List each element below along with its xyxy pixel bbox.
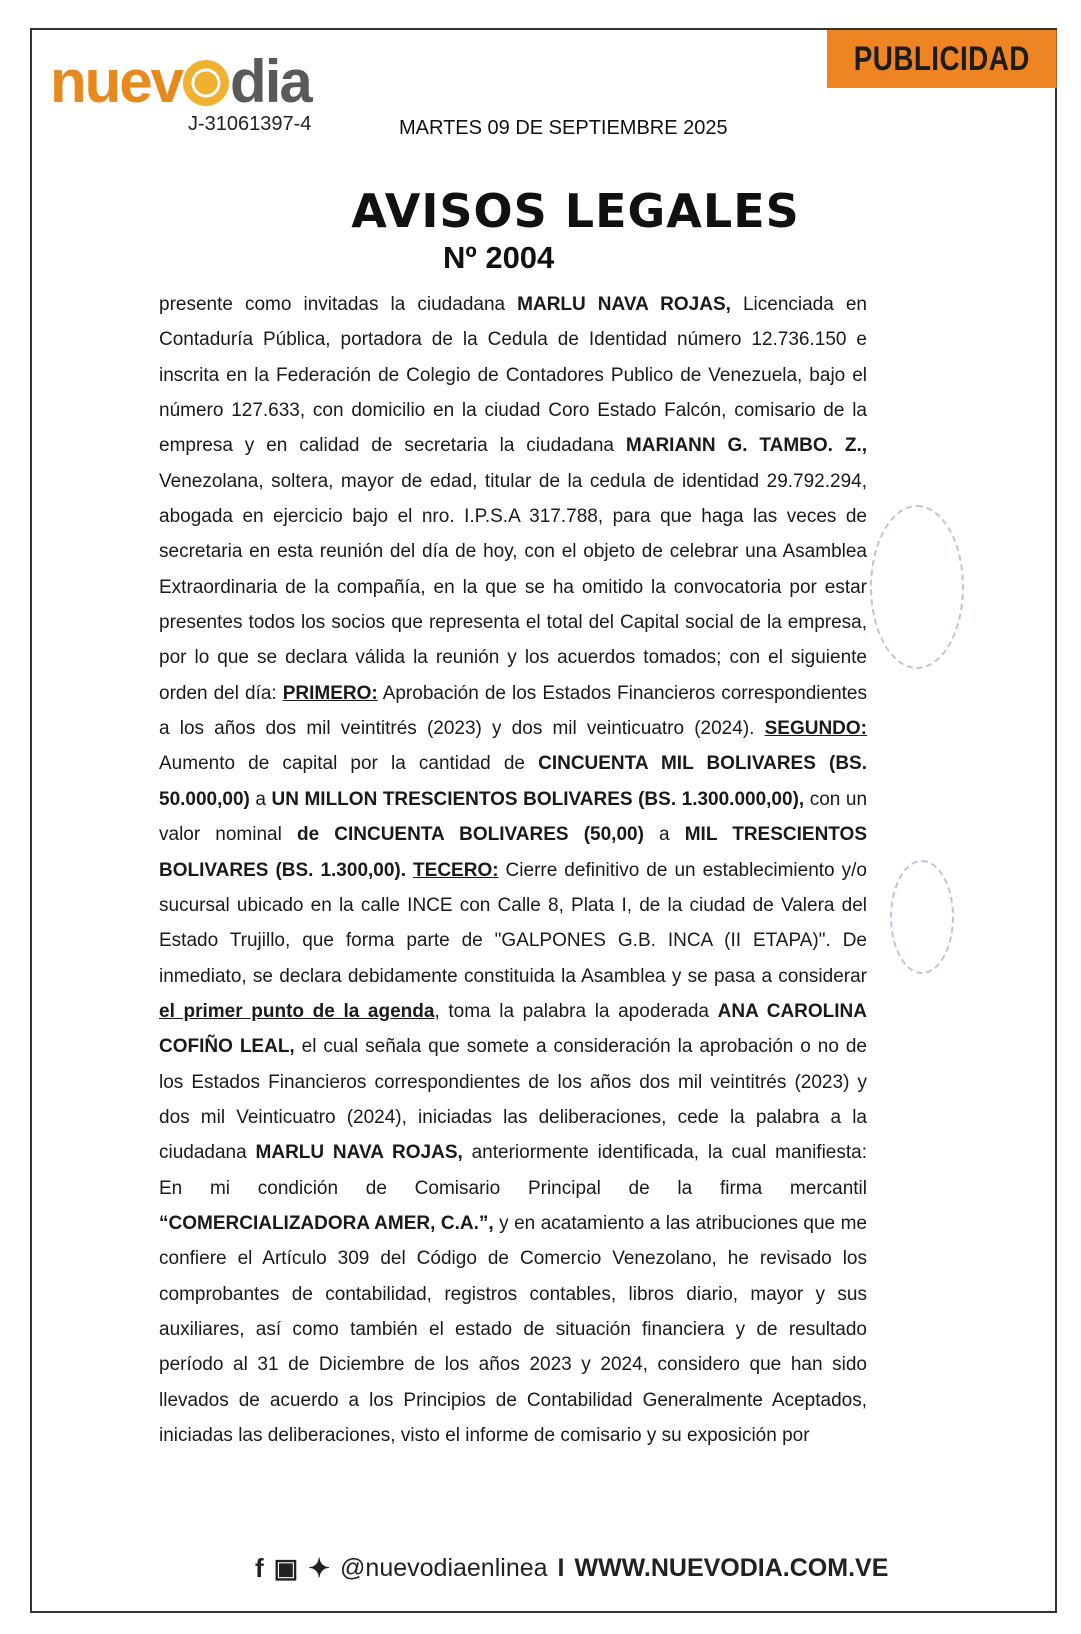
footer-social xyxy=(255,1553,888,1584)
sun-logo-icon xyxy=(183,60,229,106)
legal-notice-body: presente como invitadas la ciudadana MARLU NAVA ROJAS, Licenciada en Contaduría Pública, portadora de la Cedula de Identidad número 12.736.150 e inscrita en la Federación de Colegio de Contadores Publico de Venezuela, bajo el número 127.633, con domicilio en la ciudad Coro Estado Falcón, comisario de la empresa y en calidad de secretaria la ciudadana MARIANN G. TAMBO. Z., Venezolana, soltera, mayor de edad, titular de la cedula de identidad 29.792.294, abogada en ejercicio bajo el nro. I.P.S.A 317.788, para que haga las veces de secretaria en esta reunión del día de hoy, con el objeto de celebrar una Asamblea Extraordinaria de la compañía, en la que se ha omitido la convocatoria por estar presentes todos los socios que representa el total del Capital social de la empresa, por lo que se declara válida la reunión y los acuerdos tomados; con el siguiente orden del día: PRIMERO: Aprobación de los Estados Financieros correspondientes a los años dos mil veintitrés (2023) y dos mil veinticuatro (2024). SEGUNDO: Aumento de capital por la cantidad de CINCUENTA MIL BOLIVARES (BS. 50.000,00) a UN MILLON TRESCIENTOS BOLIVARES (BS. 1.300.000,00), con un valor nominal de CINCUENTA BOLIVARES (50,00) a MIL TRESCIENTOS BOLIVARES (BS. 1.300,00). TECERO: Cierre definitivo de un establecimiento y/o sucursal ubicado en la calle INCE con Calle 8, Plata I, de la ciudad de Valera del Estado Trujillo, que forma parte de "GALPONES G.B. INCA (II ETAPA)". De inmediato, se declara debidamente constituida la Asamblea y se pasa a considerar el primer punto de la agenda, toma la palabra la apoderada ANA CAROLINA COFIÑO LEAL, el cual señala que somete a consideración la aprobación o no de los Estados Financieros correspondientes de los años dos mil veintitrés (2023) y dos mil Veinticuatro (2024), iniciadas las deliberaciones, cede la palabra a la ciudadana MARLU NAVA ROJAS, anteriormente identificada, la cual manifiesta: En mi condición de Comisario Principal de la firma mercantil “COMERCIALIZADORA AMER, C.A.”, y en acatamiento a las atribuciones que me confiere el Artículo 309 del Código de Comercio Venezolano, he revisado los comprobantes de contabilidad, registros contables, libros diario, mayor y sus auxiliares, así como también el estado de situación financiera y de resultado período al 31 de Diciembre de los años 2023 y 2024, considero que han sido llevados de acuerdo a los Principios de Contabilidad Generalmente Aceptados, iniciadas las deliberaciones, visto el informe de comisario y su exposición por xyxy=(159,294,868,1446)
section-title: AVISOS LEGALES xyxy=(351,184,800,238)
website-link[interactable]: WWW.NUEVODIA.COM.VE xyxy=(574,1554,889,1582)
footer-separator: I xyxy=(557,1554,565,1582)
stamp-seal-middle xyxy=(890,860,954,974)
twitter-icon[interactable]: ✦ xyxy=(308,1553,331,1583)
rif-number: J-31061397-4 xyxy=(188,113,312,135)
stamp-seal-top xyxy=(870,505,964,669)
publication-date: MARTES 09 DE SEPTIEMBRE 2025 xyxy=(399,117,728,139)
social-handle[interactable]: @nuevodiaenlinea xyxy=(340,1554,548,1582)
newspaper-logo: nuev dia xyxy=(50,48,311,115)
instagram-icon[interactable]: ▣ xyxy=(273,1553,299,1583)
publicidad-badge: PUBLICIDAD xyxy=(827,30,1057,88)
issue-number: Nº 2004 xyxy=(443,240,555,275)
facebook-icon[interactable]: f xyxy=(255,1553,264,1583)
